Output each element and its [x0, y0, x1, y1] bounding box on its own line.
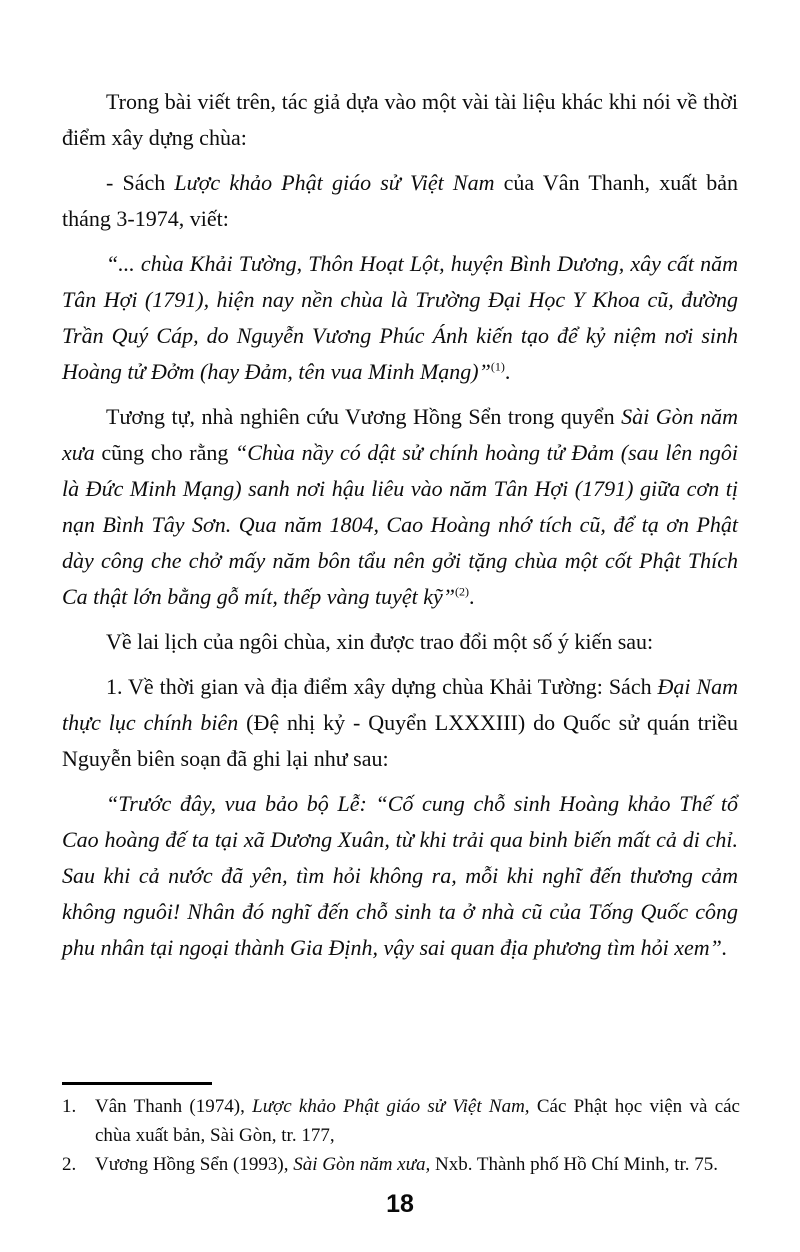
- page-number: 18: [386, 1190, 414, 1218]
- paragraph: [62, 399, 738, 615]
- paragraph-quote: [62, 246, 738, 390]
- paragraph: [62, 84, 738, 156]
- text-run: cũng cho rằng: [94, 440, 236, 465]
- paragraph: [62, 165, 738, 237]
- text-run: Về lai lịch của ngôi chùa, xin được trao đổi một số ý kiến sau:: [106, 629, 654, 654]
- text-run: Tương tự, nhà nghiên cứu Vương Hồng Sển trong quyển: [106, 404, 622, 429]
- text-run-italic: “... chùa Khải Tường, Thôn Hoạt Lột, huyện Bình Dương, xây cất năm Tân Hợi (1791), hiện nay nền chùa là Trường Đại Học Y Khoa cũ, đường Trần Quý Cáp, do Nguyễn Vương Phúc Ánh kiến tạo để kỷ niệm nơi sinh Hoàng tử Đởm (hay Đảm, tên vua Minh Mạng)”: [62, 251, 738, 384]
- footnote-number: 1.: [62, 1096, 77, 1117]
- text-run: .: [504, 359, 511, 384]
- text-run-italic: Lược khảo Phật giáo sử Việt Nam: [174, 170, 495, 195]
- text-run: 1. Về thời gian và địa điểm xây dựng chùa Khải Tường: Sách: [106, 674, 658, 699]
- text-run-italic: “Chùa nầy có dật sử chính hoàng tử Đảm (sau lên ngôi là Đức Minh Mạng) sanh nơi hậu liêu vào năm Tân Hợi (1791) giữa cơn tị nạn Bình Tây Sơn. Qua năm 1804, Cao Hoàng nhớ tích cũ, để tạ ơn Phật dày công che chở mấy năm bôn tẩu nên gởi tặng chùa một cốt Phật Thích Ca thật lớn bằng gỗ mít, thếp vàng tuyệt kỹ”: [62, 440, 738, 609]
- footnote: [62, 1092, 740, 1150]
- text-run: - Sách: [106, 170, 175, 195]
- body-text: [62, 84, 738, 975]
- text-run: Vân Thanh (1974),: [95, 1096, 253, 1117]
- text-run: (Đệ nhị kỷ - Quyển LXXXIII) do Quốc sử quán triều Nguyễn biên soạn đã ghi lại như sau:: [62, 710, 738, 771]
- footnote-ref-2: (2): [455, 584, 470, 599]
- footnote-ref-1: (1): [490, 359, 505, 374]
- paragraph-quote: [62, 786, 738, 966]
- footnotes-section: [62, 1082, 740, 1179]
- text-run-italic: “Trước đây, vua bảo bộ Lễ: “Cố cung chỗ sinh Hoàng khảo Thế tổ Cao hoàng đế ta tại xã Dương Xuân, từ khi trải qua binh biến mất cả di chỉ. Sau khi cả nước đã yên, tìm hỏi không ra, mỗi khi nghĩ đến thương cảm không nguôi! Nhân đó nghĩ đến chỗ sinh ta ở nhà cũ của Tống Quốc công phu nhân tại ngoại thành Gia Định, vậy sai quan địa phương tìm hỏi xem”.: [62, 791, 738, 960]
- text-run-italic: Sài Gòn năm xưa: [62, 404, 738, 465]
- text-run: Trong bài viết trên, tác giả dựa vào một vài tài liệu khác khi nói về thời điểm xây dựng chùa:: [62, 89, 738, 150]
- text-run: Vương Hồng Sển (1993),: [95, 1154, 294, 1175]
- footnote-number: 2.: [62, 1154, 77, 1175]
- text-run-italic: Đại Nam thực lục chính biên: [62, 674, 738, 735]
- footnote-text: [95, 1150, 740, 1179]
- text-run: Các Phật học viện và các chùa xuất bản, Sài Gòn, tr. 177,: [95, 1096, 740, 1146]
- text-run: Nxb. Thành phố Hồ Chí Minh, tr. 75.: [430, 1154, 719, 1175]
- text-run-italic: Sài Gòn năm xưa,: [293, 1154, 431, 1175]
- text-run: .: [469, 584, 475, 609]
- footnote: [62, 1150, 740, 1179]
- paragraph: [62, 669, 738, 777]
- text-run-italic: Lược khảo Phật giáo sử Việt Nam,: [252, 1096, 530, 1117]
- footnote-divider: [62, 1082, 212, 1085]
- paragraph: [62, 624, 738, 660]
- footnote-text: [95, 1092, 740, 1150]
- text-run: của Vân Thanh, xuất bản tháng 3-1974, viết:: [62, 170, 738, 231]
